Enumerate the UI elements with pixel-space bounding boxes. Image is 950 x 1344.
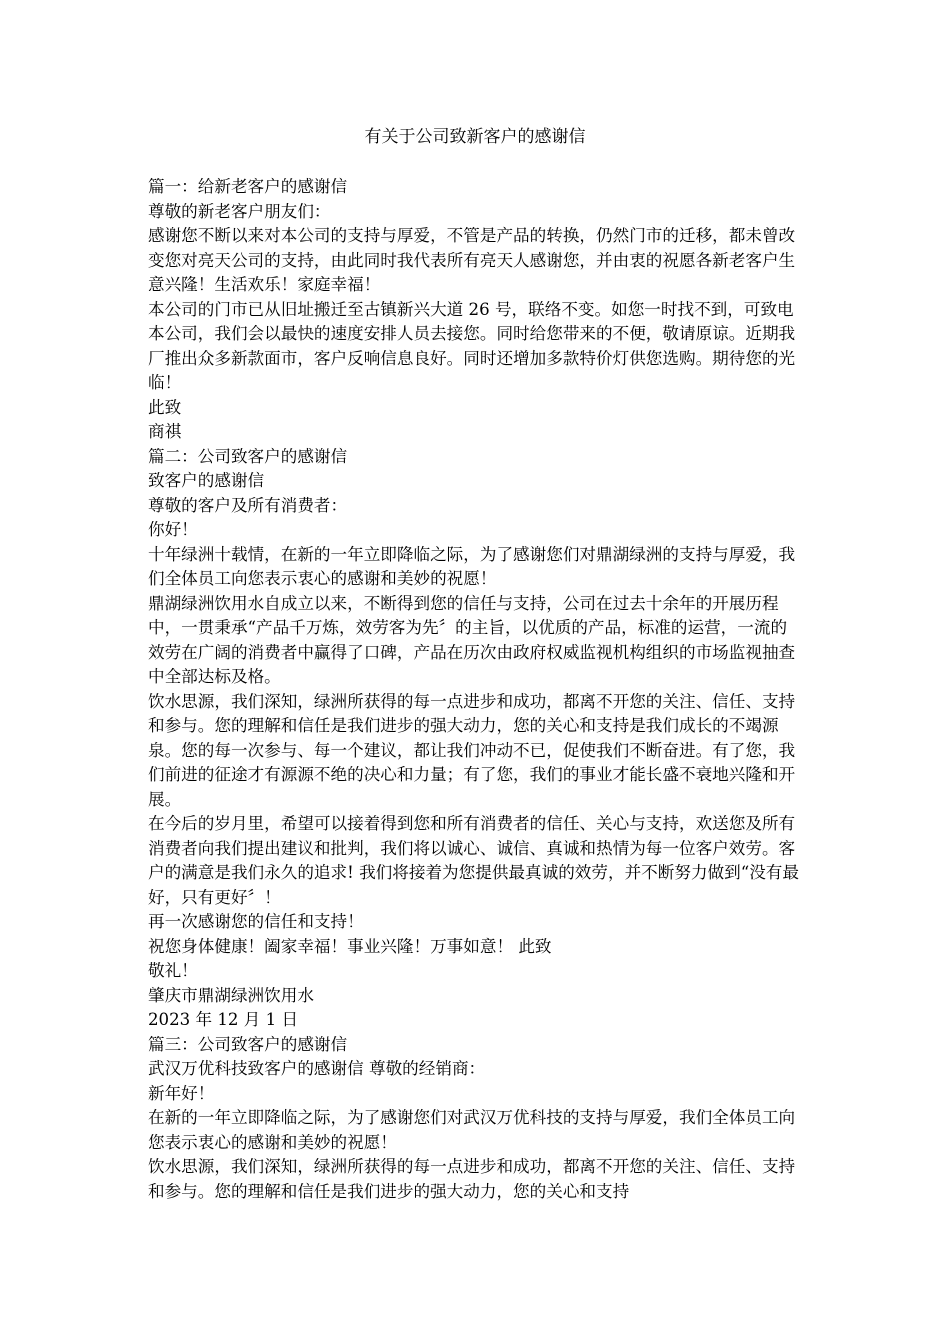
paragraph: 在新的一年立即降临之际，为了感谢您们对武汉万优科技的支持与厚爱，我们全体员工向您表示衷心的感谢和美妙的祝愿！ — [148, 1108, 796, 1152]
closing-line: 敬礼！ — [148, 961, 198, 980]
section-heading-3: 篇三：公司致客户的感谢信 — [148, 1034, 348, 1054]
closing-line: 商祺 — [148, 422, 182, 441]
paragraph: 再一次感谢您的信任和支持！ — [148, 912, 364, 931]
document-title: 有关于公司致新客户的感谢信 — [364, 127, 586, 147]
salutation: 武汉万优科技致客户的感谢信 尊敬的经销商： — [148, 1059, 486, 1078]
salutation: 尊敬的新老客户朋友们： — [148, 201, 331, 221]
greeting: 新年好！ — [148, 1083, 215, 1103]
paragraph: 饮水思源，我们深知，绿洲所获得的每一点进步和成功，都离不开您的关注、信任、支持和参与。您的理解和信任是我们进步的强大动力，您的关心和支持是我们成长的不竭源泉。您的每一次参与、每一个建议，都让我们冲动不已，促使我们不断奋进。有了您，我们前进的征途才有源源不绝的决心和力量；有了您，我们的事业才能长盛不衰地兴隆和开展。 — [148, 691, 796, 809]
paragraph: 祝您身体健康！阖家幸福！事业兴隆！万事如意！ 此致 — [148, 936, 552, 956]
section-heading-2: 篇二：公司致客户的感谢信 — [148, 446, 348, 466]
paragraph: 感谢您不断以来对本公司的支持与厚爱，不管是产品的转换，仍然门市的迁移，都未曾改变您对亮天公司的支持，由此同时我代表所有亮天人感谢您，并由衷的祝愿各新老客户生意兴隆！生活欢乐！家庭幸福！ — [148, 226, 796, 294]
letter-title: 致客户的感谢信 — [148, 471, 265, 490]
paragraph: 本公司的门市已从旧址搬迁至古镇新兴大道 26 号，联络不变。如您一时找不到，可致电本公司，我们会以最快的速度安排人员去接您。同时给您带来的不便，敬请原谅。近期我厂推出众多新款面市，客户反响信息良好。同时还增加多款特价灯供您选购。期待您的光临！ — [148, 299, 796, 392]
closing-line: 此致 — [148, 397, 182, 417]
document-body — [148, 175, 800, 1204]
paragraph: 鼎湖绿洲饮用水自成立以来，不断得到您的信任与支持，公司在过去十余年的开展历程中，一贯秉承“产品千万炼，效劳客为先〞的主旨，以优质的产品，标准的运营，一流的效劳在广阔的消费者中赢得了口碑，产品在历次由政府权威监视机构组织的市场监视抽查中全部达标及格。 — [148, 593, 796, 686]
salutation: 尊敬的客户及所有消费者： — [148, 495, 348, 515]
paragraph: 在今后的岁月里，希望可以接着得到您和所有消费者的信任、关心与支持，欢送您及所有消费者向我们提出建议和批判，我们将以诚心、诚信、真诚和热情为每一位客户效劳。客户的满意是我们永久的追求! 我们将接着为您提供最真诚的效劳，并不断努力做到“没有最好，只有更好〞！ — [148, 814, 799, 907]
greeting: 你好！ — [148, 520, 198, 539]
paragraph: 饮水思源，我们深知，绿洲所获得的每一点进步和成功，都离不开您的关注、信任、支持和参与。您的理解和信任是我们进步的强大动力，您的关心和支持 — [148, 1157, 796, 1201]
section-heading-1: 篇一：给新老客户的感谢信 — [148, 177, 348, 196]
signature: 肇庆市鼎湖绿洲饮用水 — [148, 985, 314, 1005]
date: 2023 年 12 月 1 日 — [148, 1010, 299, 1029]
paragraph: 十年绿洲十载情，在新的一年立即降临之际，为了感谢您们对鼎湖绿洲的支持与厚爱，我们全体员工向您表示衷心的感谢和美妙的祝愿！ — [148, 544, 796, 588]
